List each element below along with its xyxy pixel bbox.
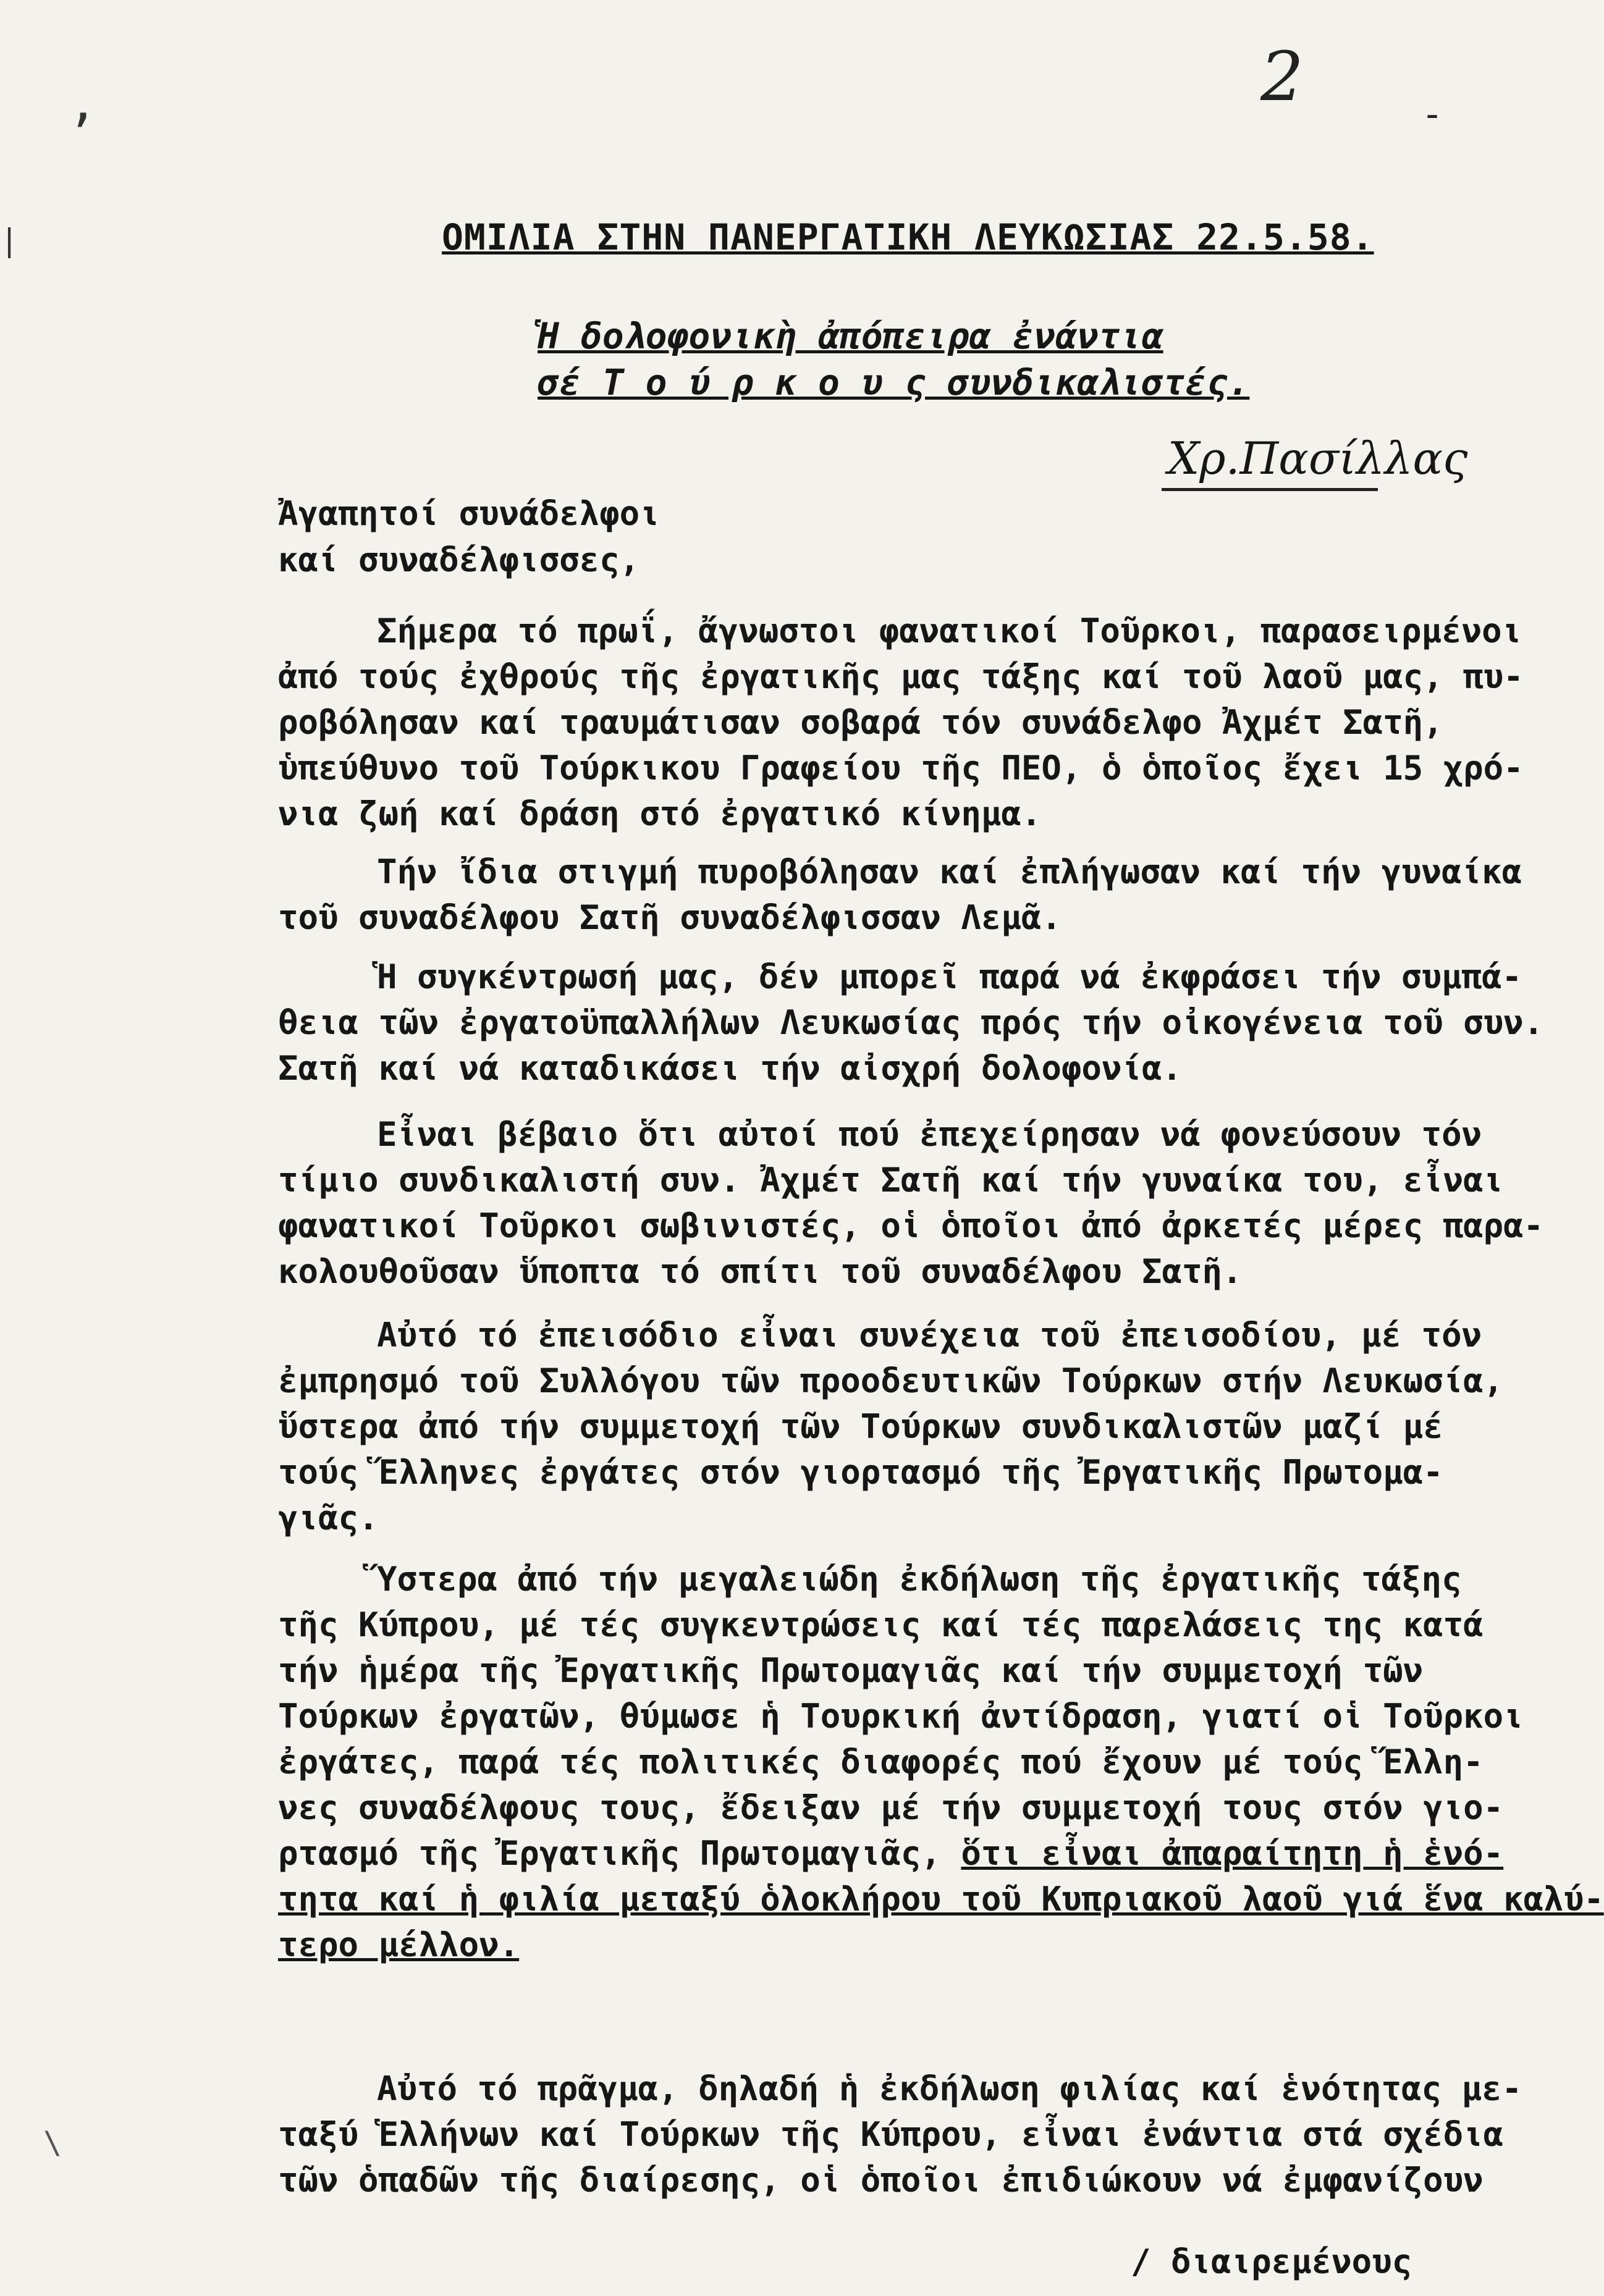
document-title: ΟΜΙΛΙΑ ΣΤΗΝ ΠΑΝΕΡΓΑΤΙΚΗ ΛΕΥΚΩΣΙΑΣ 22.5.58.: [442, 216, 1374, 258]
text-line: Αὐτό τό ἐπεισόδιο εἶναι συνέχεια τοῦ ἐπεισοδίου, μέ τόν: [377, 1316, 1482, 1355]
continuation-catchword: / διαιρεμένους: [1131, 2242, 1412, 2281]
paragraph-5: [278, 1313, 1504, 1541]
text-line: νες συναδέλφους τους, ἔδειξαν μέ τήν συμμετοχή τους στόν γιο-: [278, 1788, 1504, 1827]
handwritten-signature: Χρ.Πασίλλας: [1162, 432, 1378, 491]
paragraph-4: [278, 1112, 1544, 1295]
page-number-handwritten: 2: [1260, 37, 1304, 116]
text-line: Αὐτό τό πρᾶγμα, δηλαδή ἡ ἐκδήλωση φιλίας καί ἑνότητας με-: [377, 2069, 1522, 2108]
paragraph-6: [278, 1557, 1604, 1968]
paragraph-7: [278, 2066, 1522, 2203]
paragraph-1: [278, 608, 1524, 837]
text-line: Σήμερα τό πρωΐ, ἄγνωστοι φανατικοί Τοῦρκοι, παρασειρμένοι: [377, 612, 1522, 650]
text-line: τοῦ συναδέλφου Σατῆ συναδέλφισσαν Λεμᾶ.: [278, 898, 1062, 937]
text-line: τῆς Κύπρου, μέ τές συγκεντρώσεις καί τές παρελάσεις της κατά: [278, 1605, 1484, 1644]
text-line: ἐργάτες, παρά τές πολιτικές διαφορές πού ἔχουν μέ τούς Ἕλλη-: [278, 1743, 1484, 1781]
underlined-text-line: τερο μέλλον.: [278, 1925, 520, 1964]
text-line-mixed: [278, 1831, 1504, 1877]
text-line: γιᾶς.: [278, 1499, 379, 1537]
subtitle-line-2: σέ Τ ο ύ ρ κ ο υ ς συνδικαλιστές.: [538, 361, 1250, 403]
text-line: Τούρκων ἐργατῶν, θύμωσε ἡ Τουρκική ἀντίδραση, γιατί οἱ Τοῦρκοι: [278, 1697, 1524, 1736]
text-line: Εἶναι βέβαιο ὅτι αὐτοί πού ἐπεχείρησαν νά φονεύσουν τόν: [377, 1115, 1482, 1154]
margin-mark: ,: [68, 74, 98, 132]
page-number-dash: -: [1421, 93, 1444, 136]
subtitle-line-1: Ἡ δολοφονικὴ ἀπόπειρα ἐνάντια: [538, 315, 1163, 357]
text-line: ροβόλησαν καί τραυμάτισαν σοβαρά τόν συνάδελφο Ἀχμέτ Σατῆ,: [278, 703, 1443, 742]
underlined-text-span: ὅτι εἶναι ἀπαραίτητη ἡ ἑνό-: [961, 1834, 1504, 1873]
text-line: θεια τῶν ἐργατοϋπαλλήλων Λευκωσίας πρός τήν οἰκογένεια τοῦ συν.: [278, 1003, 1544, 1042]
text-line: τούς Ἕλληνες ἐργάτες στόν γιορτασμό τῆς Ἐργατικῆς Πρωτομα-: [278, 1453, 1443, 1492]
paragraph-3: [278, 954, 1544, 1091]
text-line: ἀπό τούς ἐχθρούς τῆς ἐργατικῆς μας τάξης καί τοῦ λαοῦ μας, πυ-: [278, 657, 1524, 696]
margin-mark: |: [0, 222, 19, 258]
text-line: νια ζωή καί δράση στό ἐργατικό κίνημα.: [278, 794, 1042, 833]
text-line: ὕστερα ἀπό τήν συμμετοχή τῶν Τούρκων συνδικαλιστῶν μαζί μέ: [278, 1407, 1443, 1446]
text-line: Ὕστερα ἀπό τήν μεγαλειώδη ἐκδήλωση τῆς ἐργατικῆς τάξης: [377, 1560, 1462, 1599]
text-line: ἐμπρησμό τοῦ Συλλόγου τῶν προοδευτικῶν Τούρκων στήν Λευκωσία,: [278, 1361, 1504, 1400]
text-span: ρτασμό τῆς Ἐργατικῆς Πρωτομαγιᾶς,: [278, 1834, 961, 1873]
underlined-text-line: τητα καί ἡ φιλία μεταξύ ὁλοκλήρου τοῦ Κυπριακοῦ λαοῦ γιά ἕνα καλύ-: [278, 1880, 1604, 1919]
margin-mark: \: [43, 2125, 62, 2161]
salutation-line-1: Ἀγαπητοί συνάδελφοι: [278, 494, 660, 533]
text-line: ταξύ Ἑλλήνων καί Τούρκων τῆς Κύπρου, εἶναι ἐνάντια στά σχέδια: [278, 2115, 1504, 2154]
text-line: Ἡ συγκέντρωσή μας, δέν μπορεῖ παρά νά ἐκφράσει τήν συμπά-: [377, 957, 1522, 996]
text-line: Τήν ἴδια στιγμή πυροβόλησαν καί ἐπλήγωσαν καί τήν γυναίκα: [377, 852, 1522, 891]
text-line: ὑπεύθυνο τοῦ Τούρκικου Γραφείου τῆς ΠΕΟ, ὁ ὁποῖος ἔχει 15 χρό-: [278, 749, 1524, 788]
text-line: φανατικοί Τοῦρκοι σωβινιστές, οἱ ὁποῖοι ἀπό ἀρκετές μέρες παρα-: [278, 1206, 1544, 1245]
salutation-line-2: καί συναδέλφισσες,: [278, 540, 640, 579]
text-line: Σατῆ καί νά καταδικάσει τήν αἰσχρή δολοφονία.: [278, 1049, 1182, 1088]
text-line: κολουθοῦσαν ὕποπτα τό σπίτι τοῦ συναδέλφου Σατῆ.: [278, 1252, 1243, 1291]
text-line: τήν ἡμέρα τῆς Ἐργατικῆς Πρωτομαγιᾶς καί τήν συμμετοχή τῶν: [278, 1651, 1424, 1690]
text-line: τῶν ὁπαδῶν τῆς διαίρεσης, οἱ ὁποῖοι ἐπιδιώκουν νά ἐμφανίζουν: [278, 2161, 1484, 2200]
text-line: τίμιο συνδικαλιστή συν. Ἀχμέτ Σατῆ καί τήν γυναίκα του, εἶναι: [278, 1161, 1504, 1200]
paragraph-2: [278, 849, 1522, 941]
